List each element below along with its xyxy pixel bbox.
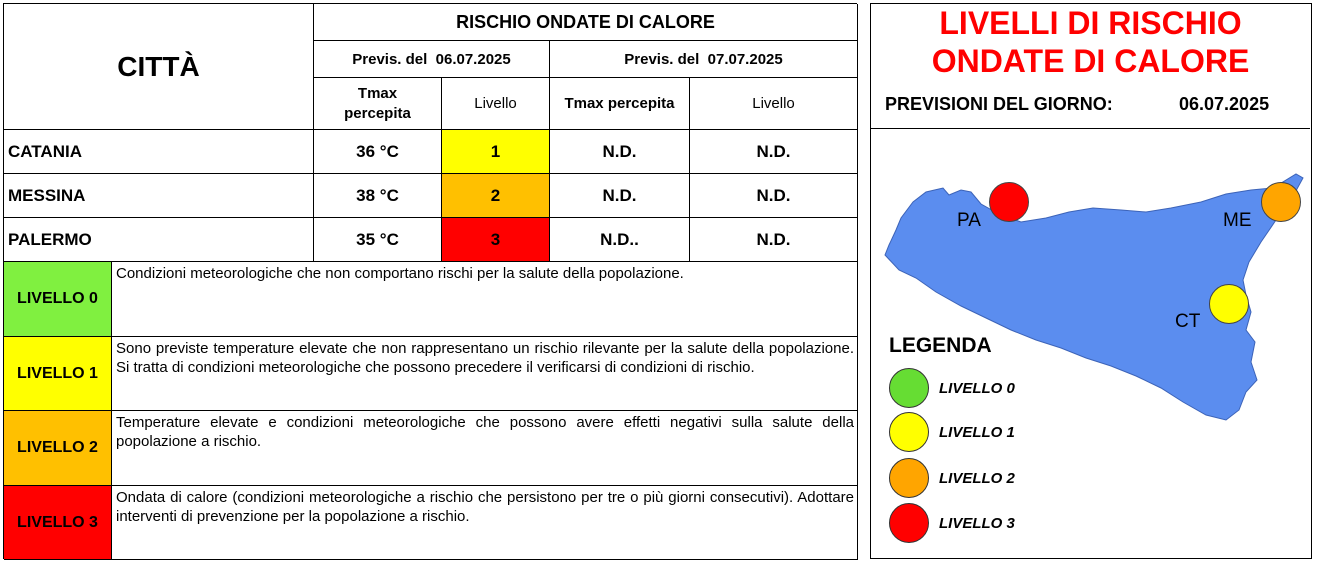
row-messina-level-1: 2 xyxy=(442,174,550,218)
row-messina-city: MESSINA xyxy=(4,174,314,218)
row-palermo-city: PALERMO xyxy=(4,218,314,262)
level-1-description: Sono previste temperature elevate che non rappresentano un rischio rilevante per la salute della popolazione. Si tratta di condizioni meteorologiche che possono precedere il verificarsi di condizioni di rischio. xyxy=(112,337,858,411)
legend-label-1: LIVELLO 1 xyxy=(939,424,1015,441)
row-messina-tmax-2: N.D. xyxy=(550,174,690,218)
row-catania-tmax-1: 36 °C xyxy=(314,130,442,174)
sicily-map xyxy=(871,130,1310,430)
row-palermo-tmax-1: 35 °C xyxy=(314,218,442,262)
map-label-me: ME xyxy=(1223,210,1252,231)
legend-swatch-2 xyxy=(889,458,929,498)
level-3-label: LIVELLO 3 xyxy=(4,486,112,560)
tmax-header-1: Tmax percepita xyxy=(314,78,442,130)
panel-divider xyxy=(871,128,1310,129)
map-marker-me xyxy=(1261,182,1301,222)
map-label-pa: PA xyxy=(957,210,981,231)
legend-title: LEGENDA xyxy=(889,334,992,357)
legend-label-3: LIVELLO 3 xyxy=(939,515,1015,532)
risk-panel xyxy=(870,3,1312,559)
livello-header-1: Livello xyxy=(442,78,550,130)
panel-title-line1: LIVELLI DI RISCHIO xyxy=(939,5,1242,41)
level-0-label: LIVELLO 0 xyxy=(4,262,112,337)
row-messina-level-2: N.D. xyxy=(690,174,858,218)
row-palermo-level-1: 3 xyxy=(442,218,550,262)
legend-label-2: LIVELLO 2 xyxy=(939,470,1015,487)
day1-header: Previs. del 06.07.2025 xyxy=(314,41,550,78)
level-0-description: Condizioni meteorologiche che non comportano rischi per la salute della popolazione. xyxy=(112,262,858,337)
tmax-header-2: Tmax percepita xyxy=(550,78,690,130)
row-catania-level-2: N.D. xyxy=(690,130,858,174)
row-catania-city: CATANIA xyxy=(4,130,314,174)
legend-label-0: LIVELLO 0 xyxy=(939,380,1015,397)
risk-table xyxy=(3,3,857,559)
row-palermo-tmax-2: N.D.. xyxy=(550,218,690,262)
legend-swatch-1 xyxy=(889,412,929,452)
level-1-label: LIVELLO 1 xyxy=(4,337,112,411)
city-header: CITTÀ xyxy=(4,4,314,130)
row-messina-tmax-1: 38 °C xyxy=(314,174,442,218)
main-header: RISCHIO ONDATE DI CALORE xyxy=(314,4,858,41)
map-marker-ct xyxy=(1209,284,1249,324)
legend-swatch-3 xyxy=(889,503,929,543)
day2-header: Previs. del 07.07.2025 xyxy=(550,41,858,78)
row-palermo-level-2: N.D. xyxy=(690,218,858,262)
forecast-date: 06.07.2025 xyxy=(1179,94,1270,114)
panel-title-line2: ONDATE DI CALORE xyxy=(931,43,1250,79)
map-label-ct: CT xyxy=(1175,311,1201,332)
livello-header-2: Livello xyxy=(690,78,858,130)
legend-swatch-0 xyxy=(889,368,929,408)
map-marker-pa xyxy=(989,182,1029,222)
level-2-description: Temperature elevate e condizioni meteorologiche che possono avere effetti negativi sulla salute della popolazione a rischio. xyxy=(112,411,858,486)
level-3-description: Ondata di calore (condizioni meteorologiche a rischio che persistono per tre o più giorni consecutivi). Adottare interventi di prevenzione per la popolazione a rischio. xyxy=(112,486,858,560)
row-catania-level-1: 1 xyxy=(442,130,550,174)
row-catania-tmax-2: N.D. xyxy=(550,130,690,174)
forecast-label: PREVISIONI DEL GIORNO: xyxy=(885,94,1113,114)
level-2-label: LIVELLO 2 xyxy=(4,411,112,486)
